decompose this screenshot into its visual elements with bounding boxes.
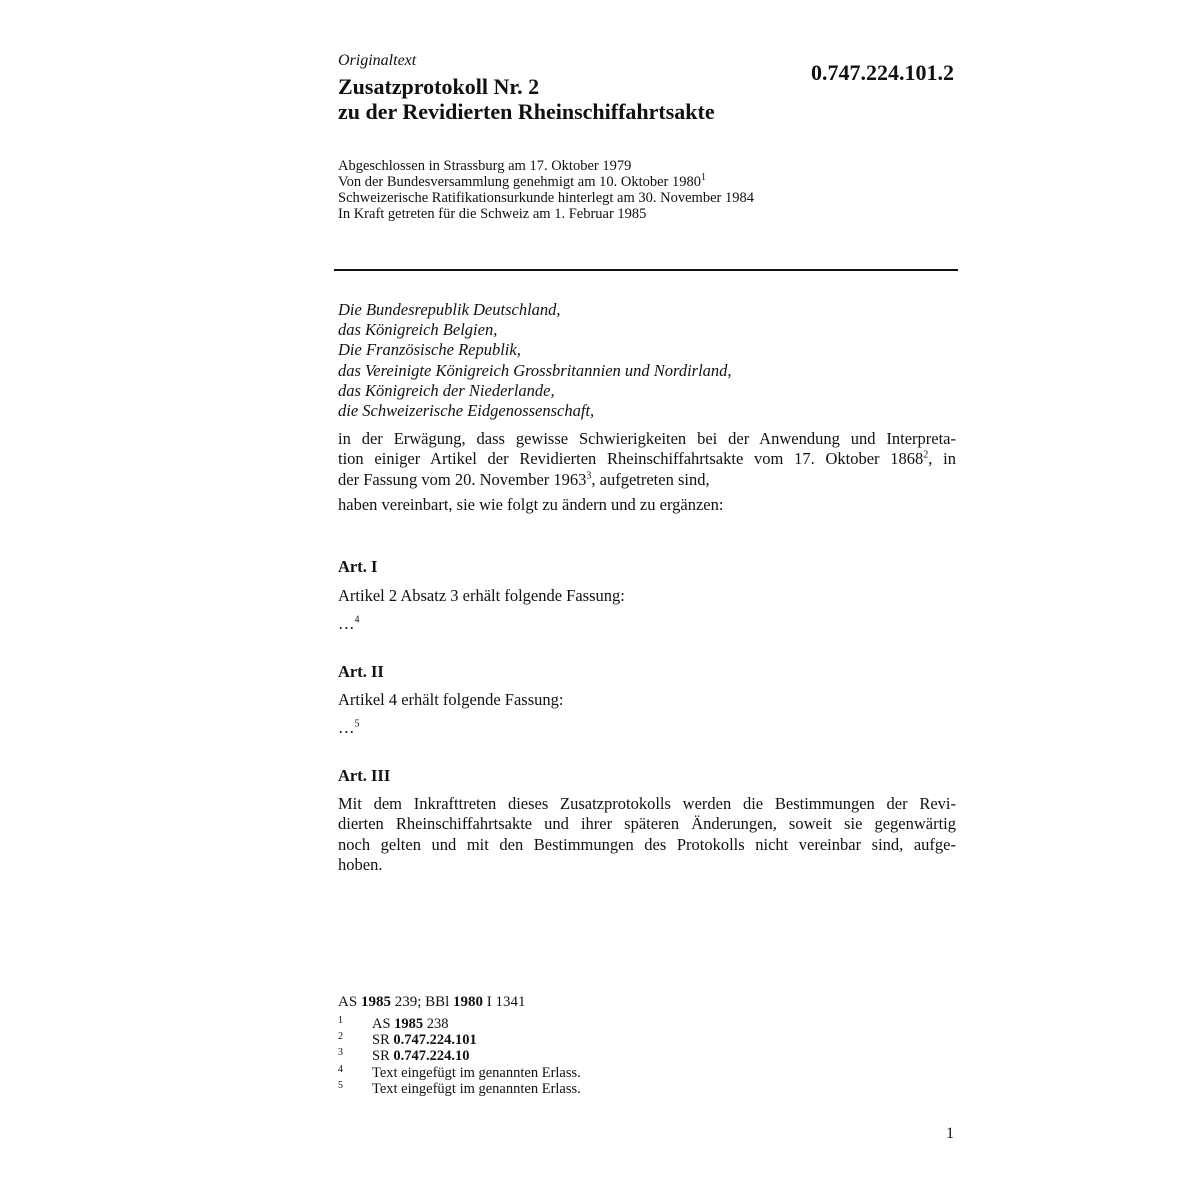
header-divider	[334, 269, 958, 271]
article-1-text: Artikel 2 Absatz 3 erhält folgende Fassung:	[338, 586, 625, 605]
footnote-number: 2	[338, 1031, 343, 1042]
meta-concluded: Abgeschlossen in Strassburg am 17. Oktober 1979	[338, 158, 632, 174]
party-item: das Königreich Belgien,	[338, 320, 498, 340]
preamble-line: in der Erwägung, dass gewisse Schwierigkeiten bei der Anwendung und Interpreta-	[338, 429, 956, 448]
agreement-clause: haben vereinbart, sie wie folgt zu ändern und zu ergänzen:	[338, 495, 724, 514]
party-item: die Schweizerische Eidgenossenschaft,	[338, 401, 595, 421]
meta-ratified: Schweizerische Ratifikationsurkunde hinterlegt am 30. November 1984	[338, 190, 754, 206]
party-item: Die Französische Republik,	[338, 340, 521, 360]
meta-approved: Von der Bundesversammlung genehmigt am 10. Oktober 1980$^1$	[338, 172, 706, 190]
sr-number: 0.747.224.101.2	[811, 60, 954, 85]
contracting-parties	[338, 300, 732, 421]
preamble-line: der Fassung vom 20. November 1963$^3$, aufgetreten sind,	[338, 469, 710, 489]
party-item: das Vereinigte Königreich Grossbritannien und Nordirland,	[338, 360, 732, 380]
footnote-text: Text eingefügt im genannten Erlass.	[372, 1065, 581, 1081]
footnote-ref-3[interactable]: 3	[586, 470, 592, 482]
footnote-text: SR 0.747.224.10	[372, 1048, 470, 1064]
preamble-line: tion einiger Artikel der Revidierten Rheinschiffahrtsakte vom 17. Oktober 1868$^2$, in	[338, 449, 956, 469]
page-number: 1	[946, 1125, 954, 1142]
preamble-paragraph	[338, 429, 956, 490]
footnote-text: Text eingefügt im genannten Erlass.	[372, 1081, 581, 1097]
article-3-heading: Art. III	[338, 766, 391, 785]
footnote-ref-2[interactable]: 2	[923, 449, 929, 461]
article-3-line: dierten Rheinschiffahrtsakte und ihrer späteren Änderungen, soweit sie gegenwärtig	[338, 814, 956, 834]
footnote-number: 3	[338, 1047, 343, 1058]
party-item: das Königreich der Niederlande,	[338, 380, 555, 400]
footnote-text: AS 1985 238	[372, 1016, 449, 1032]
article-1-omission: …$^4$	[338, 614, 360, 633]
article-3-line: hoben.	[338, 854, 383, 874]
article-2-text: Artikel 4 erhält folgende Fassung:	[338, 690, 564, 709]
article-2-heading: Art. II	[338, 662, 384, 681]
footnote-number: 1	[338, 1015, 343, 1026]
party-item: Die Bundesrepublik Deutschland,	[338, 300, 561, 319]
enactment-metadata	[338, 158, 754, 222]
title-line-1: Zusatzprotokoll Nr. 2	[338, 74, 540, 99]
footnote-number: 5	[338, 1080, 343, 1091]
footnote-text: SR 0.747.224.101	[372, 1032, 477, 1048]
article-3-line: noch gelten und mit den Bestimmungen des Protokolls nicht vereinbar sind, aufge-	[338, 834, 956, 854]
meta-in-force: In Kraft getreten für die Schweiz am 1. Februar 1985	[338, 206, 647, 222]
footnote-ref-1[interactable]: 1	[700, 172, 706, 184]
document-title	[338, 74, 715, 124]
article-2-omission: …$^5$	[338, 718, 360, 737]
article-3-line: Mit dem Inkrafttreten dieses Zusatzprotokolls werden die Bestimmungen der Revi-	[338, 794, 956, 813]
footnote-ref-4[interactable]: 4	[354, 614, 360, 626]
title-line-2: zu der Revidierten Rheinschiffahrtsakte	[338, 99, 715, 124]
article-3-text	[338, 794, 956, 875]
footnote-number: 4	[338, 1064, 343, 1075]
original-text-label: Originaltext	[338, 52, 417, 69]
article-1-heading: Art. I	[338, 557, 378, 576]
footnote-ref-5[interactable]: 5	[354, 718, 360, 730]
publication-reference: AS 1985 239; BBl 1980 I 1341	[338, 994, 526, 1010]
